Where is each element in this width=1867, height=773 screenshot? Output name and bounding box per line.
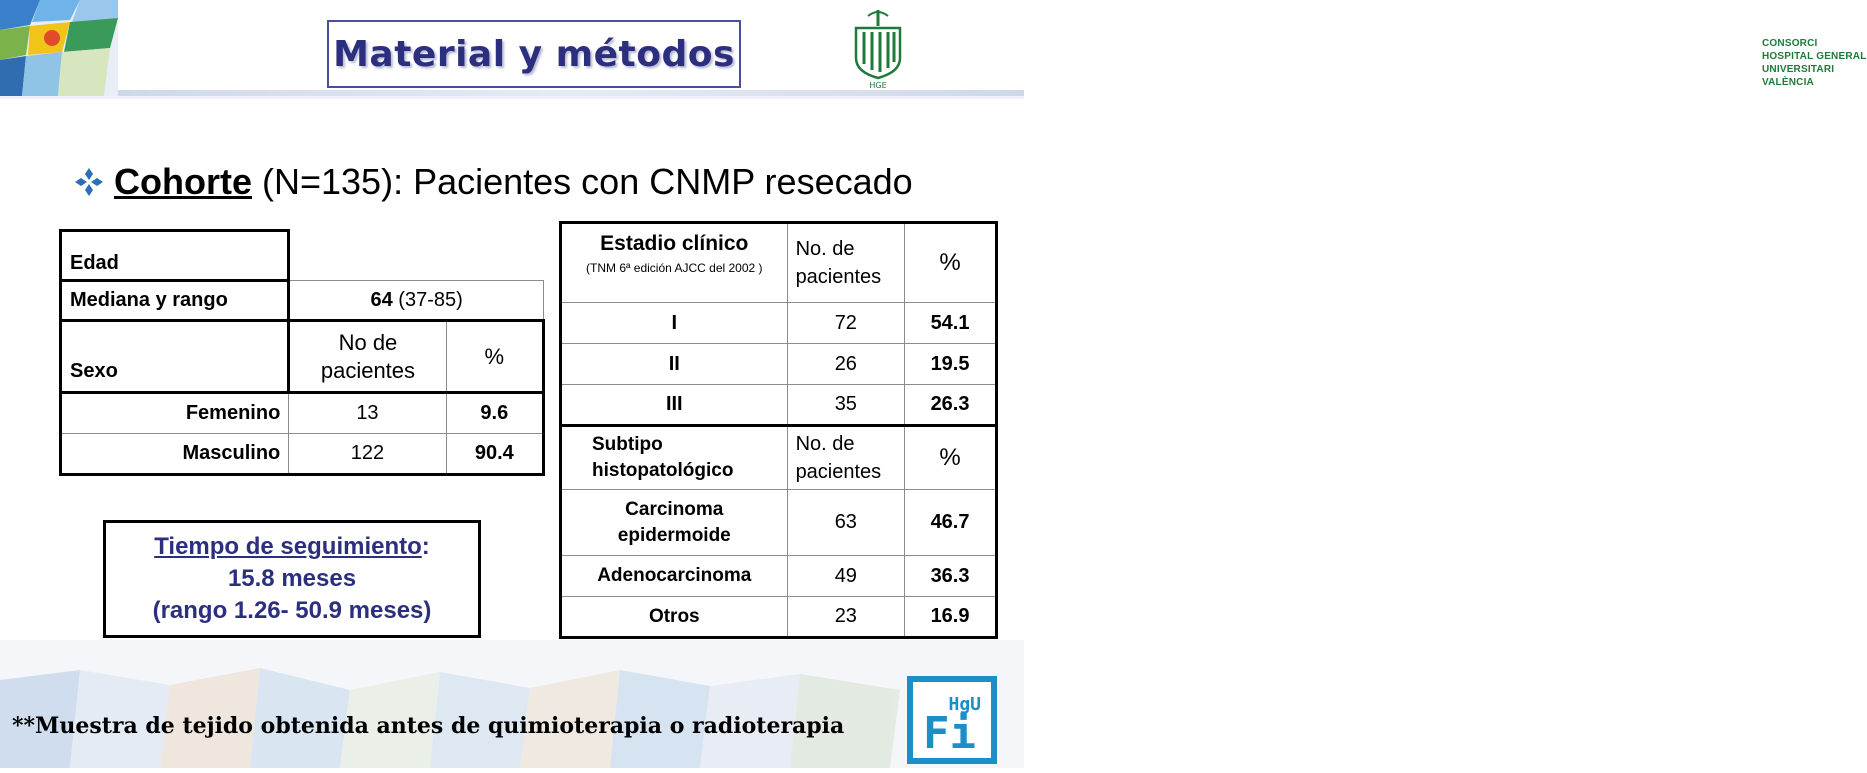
empty-cell (289, 231, 544, 281)
hospital-name-line: UNIVERSITARI (1762, 64, 1835, 75)
svg-text:HGE: HGE (869, 81, 887, 90)
histology-pct: 16.9 (905, 597, 997, 638)
table-row (561, 385, 997, 426)
histology-header: Subtipo histopatológico (561, 426, 788, 490)
histology-label: Adenocarcinoma (561, 556, 788, 597)
sex-female-label: Femenino (61, 393, 289, 434)
stage-n: 72 (787, 303, 905, 344)
sex-female-n: 13 (289, 393, 446, 434)
sex-male-label: Masculino (61, 434, 289, 475)
followup-range: (rango 1.26- 50.9 meses) (152, 597, 432, 624)
hospital-name (1762, 37, 1867, 89)
table-row (61, 434, 544, 475)
histology-pct: 36.3 (905, 556, 997, 597)
demographics-table (59, 229, 545, 476)
stage-n: 26 (787, 344, 905, 385)
histology-n: 23 (787, 597, 905, 638)
hospital-logo (848, 6, 1867, 90)
cohort-description: (N=135): Pacientes con CNMP resecado (252, 161, 913, 202)
histology-n: 49 (787, 556, 905, 597)
sex-female-pct: 9.6 (446, 393, 543, 434)
stage-pct: 19.5 (905, 344, 997, 385)
median-value (289, 281, 544, 321)
stage-label: II (561, 344, 788, 385)
histology-label: Carcinoma epidermoide (561, 490, 788, 556)
cohort-heading (80, 160, 913, 204)
histology-label: Otros (561, 597, 788, 638)
table-row (561, 556, 997, 597)
table-row (561, 597, 997, 638)
table-row (561, 344, 997, 385)
stage-pct: 54.1 (905, 303, 997, 344)
median-label: Mediana y rango (61, 281, 289, 321)
stage-label: III (561, 385, 788, 426)
stage-pct: 26.3 (905, 385, 997, 426)
table-row (561, 303, 997, 344)
age-range: (37-85) (392, 288, 463, 311)
diamond-bullet-icon (74, 167, 104, 197)
stage-col-patients: No. de pacientes (787, 223, 905, 303)
hospital-seal-icon (848, 6, 908, 90)
footnote: **Muestra de tejido obtenida antes de quimioterapia o radioterapia (12, 713, 845, 739)
cohort-label: Cohorte (114, 161, 252, 202)
header-band-shadow (0, 96, 1024, 99)
histology-n: 63 (787, 490, 905, 556)
median-number: 64 (370, 288, 393, 311)
stage-header-note: (TNM 6ª edición AJCC del 2002 ) (586, 261, 763, 275)
table-row (61, 393, 544, 434)
histology-pct: 46.7 (905, 490, 997, 556)
hgu-fi-logo-inner (913, 682, 991, 758)
hospital-name-line: HOSPITAL GENERAL (1762, 51, 1867, 62)
histology-col-pct: % (905, 426, 997, 490)
sex-male-n: 122 (289, 434, 446, 475)
followup-colon: : (421, 533, 430, 560)
title-box (327, 20, 741, 88)
stage-header-title: Estadio clínico (600, 232, 749, 255)
followup-box (103, 520, 481, 638)
hospital-name-line: CONSORCI (1762, 38, 1818, 49)
mosaic-decoration (0, 0, 118, 96)
followup-value: 15.8 meses (227, 565, 357, 592)
histology-col-patients: No. de pacientes (787, 426, 905, 490)
col-patients-header: No de pacientes (289, 321, 446, 393)
stage-header (561, 223, 788, 303)
followup-label: Tiempo de seguimiento (154, 533, 422, 560)
hgu-fi-logo (907, 676, 997, 764)
col-pct-header: % (446, 321, 543, 393)
hgu-text: HgU (948, 694, 981, 715)
slide-title: Material y métodos (333, 33, 735, 75)
staging-histology-table (559, 221, 998, 639)
fi-text: Fi (923, 708, 976, 759)
sex-male-pct: 90.4 (446, 434, 543, 475)
age-label: Edad (61, 231, 289, 281)
hospital-name-line: VALÈNCIA (1762, 77, 1814, 88)
stage-col-pct: % (905, 223, 997, 303)
sex-label: Sexo (61, 321, 289, 393)
stage-label: I (561, 303, 788, 344)
table-row (561, 490, 997, 556)
stage-n: 35 (787, 385, 905, 426)
footer-mosaic-decoration (0, 640, 1024, 768)
